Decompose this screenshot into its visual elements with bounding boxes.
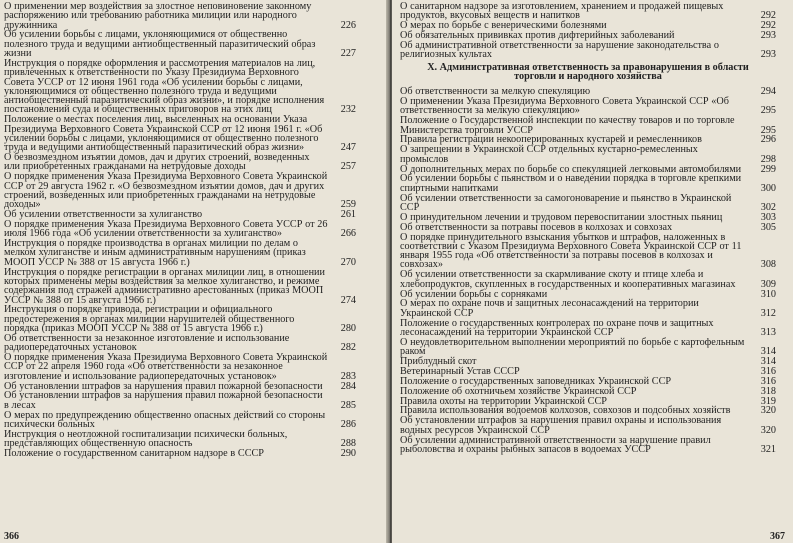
toc-entry-page-number: 299 <box>760 163 776 175</box>
toc-entry-page-number: 282 <box>340 342 356 354</box>
toc-entry <box>4 172 356 209</box>
toc-entry-title: О порядке применения Указа Президиума Верховного Совета УССР от 26 июля 1966 года «Об усилении ответственности за хулиганство» <box>4 218 328 240</box>
toc-entry <box>400 213 776 222</box>
toc-entry-title: О принудительном лечении и трудовом перевоспитании злостных пьяниц <box>400 211 723 223</box>
toc-entry-page-number: 286 <box>340 418 356 430</box>
toc-entry <box>400 174 776 193</box>
toc-entry <box>400 367 776 376</box>
toc-entry-page-number: 296 <box>760 134 776 146</box>
toc-entry-title: Инструкция о порядке оформления и рассмотрения материалов на лиц, привлеченных к ответственности по Указу Президиума Верховного Совета УССР от 12 июня 1961 года «Об усилении борьбы с лицами, уклоняющимися от общественно полезного труда и ведущими антиобщественный паразитический образ жизни», и порядке исполнения постановлений суда и общественных приговоров на этих лиц <box>4 57 325 116</box>
toc-entry-page-number: 285 <box>340 399 356 411</box>
toc-entry <box>4 411 356 430</box>
toc-entry-title: О применении мер воздействия за злостное неповиновение законному распоряжению или требованию работника милиции или народного дружинника <box>4 1 312 31</box>
toc-entry-page-number: 261 <box>340 209 356 221</box>
toc-entry <box>400 319 776 338</box>
toc-entry-page-number: 259 <box>340 199 356 211</box>
section-heading: X. Административная ответственность за правонарушения в области торговли и народного хозяйства <box>427 61 749 83</box>
toc-entry-page-number: 312 <box>760 307 776 319</box>
toc-entry <box>400 41 776 60</box>
toc-entry-page-number: 247 <box>340 142 356 154</box>
toc-entry-title: Об усилении ответственности за скармливание скоту и птице хлеба и хлебопродуктов, скупленных в государственных и кооперативных магазинах <box>400 269 736 290</box>
toc-entry-page-number: 274 <box>340 294 356 306</box>
toc-entry <box>400 270 776 289</box>
toc-entry-page-number: 293 <box>760 30 776 42</box>
toc-entry-page-number: 266 <box>340 228 356 240</box>
toc-entry-title: Об усилении ответственности за самогоноварение и пьянство в Украинской ССР <box>400 192 732 213</box>
toc-entry <box>4 268 356 305</box>
toc-entry <box>400 31 776 40</box>
left-page <box>0 0 389 543</box>
toc-entry <box>400 387 776 396</box>
toc-entry-page-number: 319 <box>760 395 776 407</box>
toc-entry-title: Приблудный скот <box>400 355 477 367</box>
toc-entry <box>4 449 356 458</box>
toc-entry-page-number: 316 <box>760 365 776 377</box>
toc-entry-title: Положение об охотничьем хозяйстве Украинской ССР <box>400 385 637 397</box>
toc-entry-title: Инструкция о неотложной госпитализации психически больных, представляющих общественную опасность <box>4 428 288 450</box>
toc-entry <box>400 135 776 144</box>
right-toc-list <box>400 2 776 455</box>
toc-entry-page-number: 314 <box>760 346 776 358</box>
toc-entry <box>400 87 776 96</box>
toc-entry-title: Правила регистрации некооперированных кустарей и ремесленников <box>400 134 702 146</box>
toc-entry-title: Об установлении штрафов за нарушения правил охраны и использования водных ресурсов Украинской ССР <box>400 415 722 436</box>
toc-entry-title: Об усилении ответственности за хулиганство <box>4 209 203 221</box>
toc-entry-page-number: 292 <box>760 10 776 22</box>
toc-entry-title: О порядке применения Указа Президиума Верховного Совета Украинской ССР от 29 августа 1962 г. «О безвозмездном изъятии домов, дач и других строений, возведенных или приобретенных гражданами на нетрудовые доходы» <box>4 171 328 211</box>
toc-entry-title: О применении Указа Президиума Верховного Совета Украинской ССР «Об ответственности за мелкую спекуляцию» <box>400 96 729 117</box>
toc-entry-title: Положение о государственных заповедниках Украинской ССР <box>400 375 672 387</box>
toc-entry-page-number: 320 <box>760 424 776 436</box>
toc-entry-page-number: 316 <box>760 375 776 387</box>
toc-entry-title: Об усилении административной ответственности за нарушение правил рыболовства и охраны рыбных запасов в водоемах УССР <box>400 434 711 455</box>
toc-entry-page-number: 300 <box>760 182 776 194</box>
toc-entry-title: О дополнительных мерах по борьбе со спекуляцией легковыми автомобилями <box>400 163 742 175</box>
toc-entry-title: О порядке принудительного взыскания убытков и штрафов, наложенных в соответствии с Указом Президиума Верховного Совета Украинской ССР от 11 января 1955 года «Об ответственности за потравы посевов в колхозах и совхозах» <box>400 231 742 271</box>
toc-entry <box>400 116 776 135</box>
toc-entry-title: Об ответственности за мелкую спекуляцию <box>400 86 591 98</box>
toc-entry <box>4 210 356 219</box>
toc-entry-title: Об административной ответственности за нарушение законодательства о религиозных культах <box>400 39 719 61</box>
toc-entry <box>400 290 776 299</box>
toc-entry <box>4 59 356 115</box>
toc-entry <box>400 377 776 386</box>
toc-entry <box>400 397 776 406</box>
toc-entry <box>400 2 776 21</box>
toc-entry <box>400 194 776 213</box>
toc-entry-page-number: 288 <box>340 438 356 450</box>
toc-entry <box>4 2 356 30</box>
toc-entry <box>4 220 356 239</box>
toc-entry-page-number: 303 <box>760 211 776 223</box>
toc-entry-title: Ветеринарный Устав СССР <box>400 365 520 377</box>
toc-entry-page-number: 320 <box>760 405 776 417</box>
toc-entry <box>4 30 356 58</box>
toc-entry <box>400 165 776 174</box>
toc-entry-title: Инструкция о порядке производства в органах милиции по делам о мелком хулиганстве и иным административным нарушениям (приказ МООП УССР № 388 от 15 августа 1966 г.) <box>4 238 306 268</box>
toc-entry-title: Об ответственности за потравы посевов в колхозах и совхозах <box>400 221 673 233</box>
toc-entry-page-number: 310 <box>760 288 776 300</box>
toc-entry-title: О мерах по предупреждению общественно опасных действий со стороны психически больных <box>4 409 326 430</box>
toc-entry <box>400 233 776 270</box>
toc-entry <box>400 338 776 357</box>
toc-entry-title: Об установлении штрафов за нарушения правил пожарной безопасности в лесах <box>4 390 323 411</box>
toc-entry-page-number: 257 <box>340 161 356 173</box>
toc-entry-page-number: 295 <box>760 105 776 117</box>
toc-entry <box>4 382 356 391</box>
right-folio: 367 <box>770 531 785 542</box>
toc-entry-title: Инструкция о порядке привода, регистрации и официального предостережения в органах милиции нарушителей общественного порядка (приказ МООП УССР № 388 от 15 августа 1966 г.) <box>4 304 295 335</box>
toc-entry <box>4 353 356 381</box>
toc-entry <box>400 406 776 415</box>
toc-entry-page-number: 226 <box>340 19 356 31</box>
toc-entry-page-number: 313 <box>760 326 776 338</box>
toc-entry-page-number: 284 <box>340 380 356 392</box>
right-page <box>392 0 793 543</box>
toc-entry-title: О мерах по борьбе с венерическими болезнями <box>400 20 607 32</box>
toc-entry-page-number: 227 <box>340 48 356 60</box>
right-toc-group-before <box>400 2 776 60</box>
toc-entry-page-number: 290 <box>340 448 356 460</box>
toc-entry-title: Об установлении штрафов за нарушения правил пожарной безопасности <box>4 380 323 392</box>
toc-entry-page-number: 321 <box>760 443 776 455</box>
toc-entry-title: Об обязательных прививках против дифтерийных заболеваний <box>400 30 675 42</box>
toc-entry-page-number: 232 <box>340 104 356 116</box>
toc-entry <box>4 391 356 410</box>
toc-entry-title: О неудовлетворительном выполнении мероприятий по борьбе с картофельным раком <box>400 336 745 358</box>
toc-entry <box>400 416 776 435</box>
toc-entry <box>4 115 356 152</box>
toc-entry <box>400 21 776 30</box>
toc-entry-page-number: 318 <box>760 385 776 397</box>
toc-entry-title: О порядке применения Указа Президиума Верховного Совета Украинской ССР от 22 апреля 1960 года «Об ответственности за незаконное изготовление и использование радиопередаточных установок» <box>4 352 328 382</box>
toc-entry-title: Положение о государственных контролерах по охране почв и защитных лесонасаждений на территории Украинской ССР <box>400 317 714 338</box>
toc-entry-page-number: 294 <box>760 86 776 98</box>
toc-entry <box>400 145 776 164</box>
toc-entry-page-number: 283 <box>340 370 356 382</box>
toc-entry-title: Об усилении борьбы с пьянством и о наведении порядка в торговле крепкими спиртными напитками <box>400 173 742 194</box>
toc-entry <box>400 436 776 455</box>
toc-entry <box>4 430 356 449</box>
toc-entry-title: Об усилении борьбы с сорняками <box>400 288 548 300</box>
toc-entry-title: Положение о Государственной инспекции по качеству товаров и по торговле Министерства торговли УССР <box>400 115 735 136</box>
toc-entry <box>4 239 356 267</box>
toc-entry-title: Правила охоты на территории Украинской ССР <box>400 395 607 407</box>
toc-entry-page-number: 293 <box>760 49 776 61</box>
toc-entry-page-number: 292 <box>760 20 776 32</box>
toc-entry-title: Об усилении борьбы с лицами, уклоняющимися от общественно полезного труда и ведущими антиобщественный паразитический образ жизни <box>4 29 316 60</box>
toc-entry-page-number: 280 <box>340 323 356 335</box>
left-toc-list <box>4 2 356 459</box>
left-folio: 366 <box>4 531 19 542</box>
toc-entry <box>4 153 356 172</box>
toc-entry-title: Инструкция о порядке регистрации в органах милиции лиц, в отношении которых применены меры воздействия за мелкое хулиганство, и режиме содержания под стражей административно арестованных (приказ МООП УССР № 388 от 15 августа 1966 г.) <box>4 266 325 306</box>
toc-entry-title: О мерах по охране почв и защитных лесонасаждений на территории Украинской ССР <box>400 298 699 319</box>
toc-entry <box>400 97 776 116</box>
toc-entry-title: О безвозмездном изъятии домов, дач и других строений, возведенных или приобретенных гражданами на нетрудовые доходы <box>4 152 310 173</box>
toc-entry <box>400 299 776 318</box>
toc-entry-title: Об ответственности за незаконное изготовление и использование радиопередаточных установок <box>4 332 290 354</box>
toc-entry <box>4 305 356 333</box>
toc-entry-title: О запрещении в Украинской ССР отдельных кустарно-ремесленных промыслов <box>400 144 698 165</box>
toc-entry-title: О санитарном надзоре за изготовлением, хранением и продажей пищевых продуктов, вкусовых веществ и напитков <box>400 1 724 22</box>
toc-entry-title: Положение о государственном санитарном надзоре в СССР <box>4 448 264 460</box>
right-toc-group-after <box>400 87 776 454</box>
toc-entry-page-number: 298 <box>760 153 776 165</box>
toc-entry-page-number: 314 <box>760 355 776 367</box>
toc-entry-title: Положение о местах поселения лиц, выселенных на основании Указа Президиума Верховного Совета Украинской ССР от 12 июня 1961 г. «Об усилении борьбы с лицами, уклоняющимися от общественно полезного труда и ведущими антиобщественный паразитический образ жизни» <box>4 114 323 154</box>
toc-entry <box>4 334 356 353</box>
toc-entry-page-number: 302 <box>760 201 776 213</box>
toc-entry-page-number: 295 <box>760 124 776 136</box>
toc-entry <box>400 223 776 232</box>
toc-entry-page-number: 270 <box>340 256 356 268</box>
toc-entry-page-number: 305 <box>760 221 776 233</box>
toc-entry-page-number: 309 <box>760 278 776 290</box>
toc-entry <box>400 357 776 366</box>
toc-entry-page-number: 308 <box>760 259 776 271</box>
toc-entry-title: Правила использования водоемов колхозов, совхозов и подсобных хозяйств <box>400 405 731 417</box>
